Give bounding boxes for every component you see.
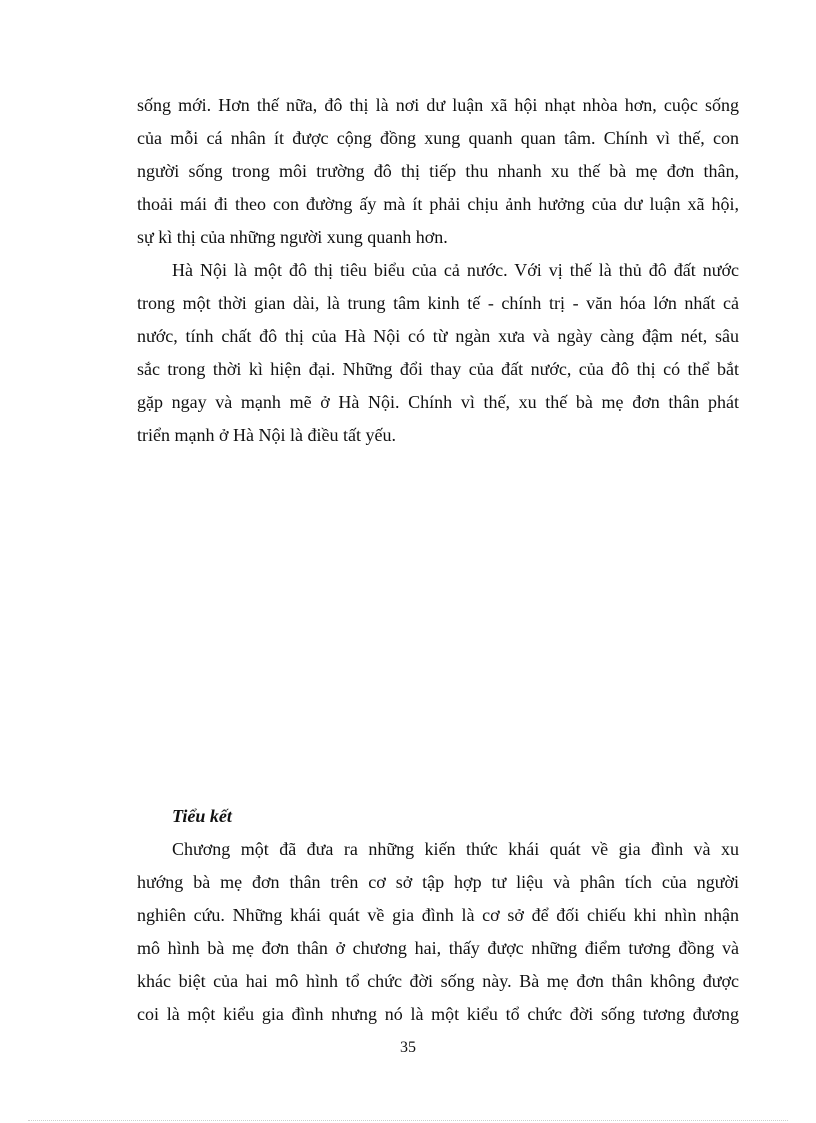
paragraph-line: mô hình bà mẹ đơn thân ở chương hai, thấy được những điểm tương đồng và — [137, 938, 739, 958]
paragraph-line: người sống trong môi trường đô thị tiếp thu nhanh xu thế bà mẹ đơn thân, — [137, 161, 739, 181]
footer-divider — [28, 1120, 788, 1121]
paragraph-line: gặp ngay và mạnh mẽ ở Hà Nội. Chính vì thế, xu thế bà mẹ đơn thân phát — [137, 392, 739, 412]
paragraph-line: Chương một đã đưa ra những kiến thức khái quát về gia đình và xu — [172, 839, 739, 859]
paragraph-line: Hà Nội là một đô thị tiêu biểu của cả nước. Với vị thế là thủ đô đất nước — [172, 260, 739, 280]
paragraph-line: nước, tính chất đô thị của Hà Nội có từ ngàn xưa và ngày càng đậm nét, sâu — [137, 326, 739, 346]
paragraph-line: sắc trong thời kì hiện đại. Những đổi thay của đất nước, của đô thị có thể bắt — [137, 359, 739, 379]
paragraph-line: hướng bà mẹ đơn thân trên cơ sở tập hợp tư liệu và phân tích của người — [137, 872, 739, 892]
paragraph-line: sự kì thị của những người xung quanh hơn. — [137, 227, 448, 247]
paragraph-line: nghiên cứu. Những khái quát về gia đình là cơ sở để đối chiếu khi nhìn nhận — [137, 905, 739, 925]
paragraph-line: trong một thời gian dài, là trung tâm kinh tế - chính trị - văn hóa lớn nhất cả — [137, 293, 739, 313]
paragraph-line: triển mạnh ở Hà Nội là điều tất yếu. — [137, 425, 396, 445]
paragraph-line: thoải mái đi theo con đường ấy mà ít phải chịu ảnh hưởng của dư luận xã hội, — [137, 194, 739, 214]
paragraph-line: khác biệt của hai mô hình tổ chức đời sống này. Bà mẹ đơn thân không được — [137, 971, 739, 991]
paragraph-line: sống mới. Hơn thế nữa, đô thị là nơi dư luận xã hội nhạt nhòa hơn, cuộc sống — [137, 95, 739, 115]
paragraph-line: coi là một kiểu gia đình nhưng nó là một kiểu tổ chức đời sống tương đương — [137, 1004, 739, 1024]
page-number: 35 — [400, 1039, 416, 1056]
paragraph-line: của mỗi cá nhân ít được cộng đồng xung quanh quan tâm. Chính vì thế, con — [137, 128, 739, 148]
section-heading: Tiểu kết — [172, 806, 232, 826]
